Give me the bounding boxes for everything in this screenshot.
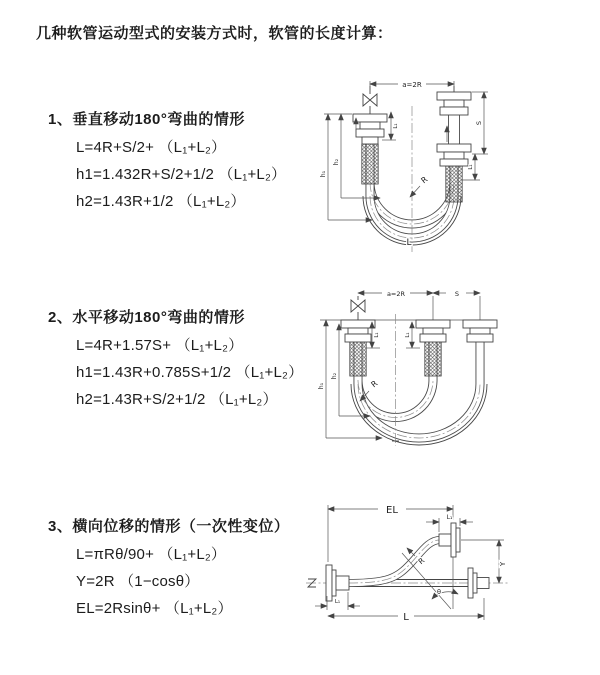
formula-line: L=4R+1.57S+ （L₁+L₂） xyxy=(76,337,244,354)
section-1-heading: 1、垂直移动180°弯曲的情形 xyxy=(48,111,245,128)
dim-label-h2: h₂ xyxy=(331,372,338,380)
diagram-horizontal-180-bend xyxy=(312,280,597,467)
dimension-a2r xyxy=(370,81,454,90)
section-3-formulas xyxy=(76,541,233,622)
dim-label-el: EL xyxy=(386,505,398,516)
dim-label-r: R xyxy=(369,378,380,390)
braided-hose-right xyxy=(446,166,462,202)
dim-label-a2r: a=2R xyxy=(386,290,406,298)
braided-hose-left xyxy=(362,144,378,184)
section-1-formulas xyxy=(76,134,286,215)
dim-label-r: R xyxy=(416,555,427,567)
dim-label-l1: L₁ xyxy=(393,123,399,129)
dimension-l1-right xyxy=(462,154,480,180)
left-flange xyxy=(326,565,349,601)
dim-label-s: S xyxy=(475,120,483,126)
dimension-el xyxy=(328,505,453,562)
formula-line: EL=2Rsinθ+ （L₁+L₂） xyxy=(76,600,233,617)
section-2-heading: 2、水平移动180°弯曲的情形 xyxy=(48,309,245,326)
dimension-l1-bottom xyxy=(315,592,360,610)
formula-line: h1=1.43R+0.785S+1/2 （L₁+L₂） xyxy=(76,364,304,381)
dim-label-l1: L₁ xyxy=(405,332,411,338)
dim-label-theta: θ xyxy=(437,588,441,596)
braided-hose-middle xyxy=(425,340,441,376)
dimension-l xyxy=(328,598,484,623)
dim-label-h1: h₁ xyxy=(320,170,327,178)
right-connector-displaced xyxy=(463,296,497,342)
dimension-l1-top xyxy=(426,514,473,532)
diagram-lateral-displacement xyxy=(298,496,600,666)
formula-line: L=πRθ/90+ （L₁+L₂） xyxy=(76,546,227,563)
diagram-vertical-180-bend xyxy=(312,70,597,262)
dimension-s xyxy=(433,290,480,298)
formula-line: h2=1.43R+S/2+1/2 （L₁+L₂） xyxy=(76,391,278,408)
dimension-s xyxy=(472,92,488,154)
radius-callout xyxy=(410,175,430,197)
dim-label-a2r: a=2R xyxy=(402,81,422,89)
dim-label-h2: h₂ xyxy=(333,158,340,166)
dim-label-l1: L₁ xyxy=(334,599,341,605)
valve-icon xyxy=(351,296,365,312)
formula-line: h1=1.432R+S/2+1/2 （L₁+L₂） xyxy=(76,166,287,183)
middle-connector xyxy=(416,296,450,342)
section-3-heading: 3、横向位移的情形（一次性变位） xyxy=(48,518,290,535)
right-flange xyxy=(468,568,489,598)
dim-label-y: Y xyxy=(499,561,507,567)
dimension-a2r xyxy=(358,290,433,298)
dim-label-r: R xyxy=(419,174,430,186)
left-connector xyxy=(353,106,387,144)
formula-line: h2=1.43R+1/2 （L₁+L₂） xyxy=(76,193,246,210)
dim-label-h1: h₁ xyxy=(318,382,325,390)
formula-line: Y=2R （1−cosθ） xyxy=(76,573,200,590)
dim-label-l: L xyxy=(403,612,409,623)
dim-label-l1: L₁ xyxy=(446,514,453,521)
formula-line: L=4R+S/2+ （L₁+L₂） xyxy=(76,139,227,156)
dim-label-l: L xyxy=(406,238,412,248)
dim-label-l1: L₁ xyxy=(468,164,474,170)
section-2-formulas xyxy=(76,332,303,413)
upper-flange-displaced xyxy=(439,523,460,557)
page-title: 几种软管运动型式的安装方式时，软管的长度计算： xyxy=(36,25,393,42)
dim-label-s: S xyxy=(454,290,460,298)
left-connector xyxy=(341,312,375,342)
dim-label-l1: L₁ xyxy=(374,332,380,338)
braided-hose-left xyxy=(350,340,366,376)
